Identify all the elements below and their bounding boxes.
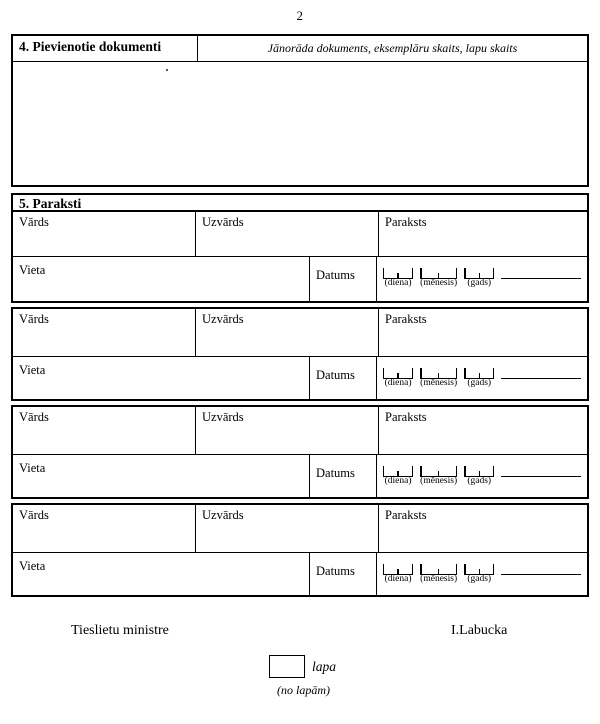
date-month-3[interactable] <box>420 465 457 486</box>
date-year-2[interactable] <box>464 367 494 388</box>
label-paraksts-4[interactable]: Paraksts <box>385 508 427 522</box>
label-uzvards-1[interactable]: Uzvārds <box>196 212 379 256</box>
label-uzvards-2[interactable]: Uzvārds <box>196 309 379 356</box>
label-datums-1: Datums <box>310 257 377 301</box>
date-month-1[interactable] <box>420 267 457 288</box>
date-day-label-1: (diena) <box>384 278 412 288</box>
page-count-field[interactable] <box>269 655 336 678</box>
signature-group-4 <box>11 503 589 597</box>
signature-row-place-3 <box>13 455 587 497</box>
date-month-label-4: (mēnesis) <box>420 574 458 584</box>
section-4-title: 4. Pievienotie dokumenti <box>13 36 198 61</box>
date-year-label-4: (gads) <box>467 574 492 584</box>
label-uzvards-4[interactable]: Uzvārds <box>196 505 379 552</box>
date-month-label-1: (mēnesis) <box>420 278 458 288</box>
paper-speck <box>166 69 168 71</box>
signature-group-2 <box>11 307 589 401</box>
label-vards-3[interactable]: Vārds <box>13 407 196 454</box>
date-field-group-1[interactable] <box>377 257 587 301</box>
section-4-input-area[interactable] <box>13 62 587 185</box>
label-vieta-4[interactable]: Vieta <box>13 553 310 595</box>
page-count-box[interactable] <box>269 655 305 678</box>
date-field-group-2[interactable] <box>377 357 587 399</box>
date-year-label-2: (gads) <box>467 378 492 388</box>
date-month-label-3: (mēnesis) <box>420 476 458 486</box>
label-paraksts-1[interactable]: Paraksts <box>385 215 427 229</box>
label-vards-2[interactable]: Vārds <box>13 309 196 356</box>
date-tail-3 <box>501 465 581 477</box>
minister-name: I.Labucka <box>451 623 508 638</box>
date-day-label-2: (diena) <box>384 378 412 388</box>
date-tail-1 <box>501 267 581 279</box>
form-sheet <box>11 34 589 697</box>
signature-group-1 <box>11 212 589 303</box>
signature-row-names-2 <box>13 309 587 357</box>
label-vieta-1[interactable]: Vieta <box>13 257 310 301</box>
section-5-title: 5. Paraksti <box>11 193 589 212</box>
label-vieta-2[interactable]: Vieta <box>13 357 310 399</box>
date-day-label-4: (diena) <box>384 574 412 584</box>
date-field-group-3[interactable] <box>377 455 587 497</box>
date-year-label-1: (gads) <box>467 278 492 288</box>
label-datums-2: Datums <box>310 357 377 399</box>
signature-group-3 <box>11 405 589 499</box>
date-day-4[interactable] <box>383 563 413 584</box>
label-vieta-3[interactable]: Vieta <box>13 455 310 497</box>
minister-title: Tieslietu ministre <box>71 623 169 638</box>
date-tail-4 <box>501 563 581 575</box>
page-number: 2 <box>296 8 304 23</box>
date-month-4[interactable] <box>420 563 457 584</box>
section-4-hint: Jānorāda dokuments, eksemplāru skaits, lapu skaits <box>267 41 518 55</box>
date-month-2[interactable] <box>420 367 457 388</box>
footer <box>11 623 589 697</box>
label-paraksts-3[interactable]: Paraksts <box>385 410 427 424</box>
date-year-4[interactable] <box>464 563 494 584</box>
signature-row-place-4 <box>13 553 587 595</box>
date-year-1[interactable] <box>464 267 494 288</box>
date-tail-2 <box>501 367 581 379</box>
signature-row-names-1 <box>13 212 587 257</box>
page-count-label: lapa <box>312 658 337 674</box>
page-count-sublabel: (no lapām) <box>277 683 330 697</box>
signature-row-names-4 <box>13 505 587 553</box>
date-month-label-2: (mēnesis) <box>420 378 458 388</box>
label-vards-4[interactable]: Vārds <box>13 505 196 552</box>
label-datums-4: Datums <box>310 553 377 595</box>
date-field-group-4[interactable] <box>377 553 587 595</box>
date-day-label-3: (diena) <box>384 476 412 486</box>
date-day-2[interactable] <box>383 367 413 388</box>
signature-row-names-3 <box>13 407 587 455</box>
label-uzvards-3[interactable]: Uzvārds <box>196 407 379 454</box>
section-4-header <box>13 36 587 62</box>
label-vards-1[interactable]: Vārds <box>13 212 196 256</box>
date-year-3[interactable] <box>464 465 494 486</box>
signature-row-place-2 <box>13 357 587 399</box>
section-4-attachments <box>11 34 589 187</box>
label-paraksts-2[interactable]: Paraksts <box>385 312 427 326</box>
date-year-label-3: (gads) <box>467 476 492 486</box>
signature-row-place-1 <box>13 257 587 301</box>
date-day-1[interactable] <box>383 267 413 288</box>
label-datums-3: Datums <box>310 455 377 497</box>
date-day-3[interactable] <box>383 465 413 486</box>
